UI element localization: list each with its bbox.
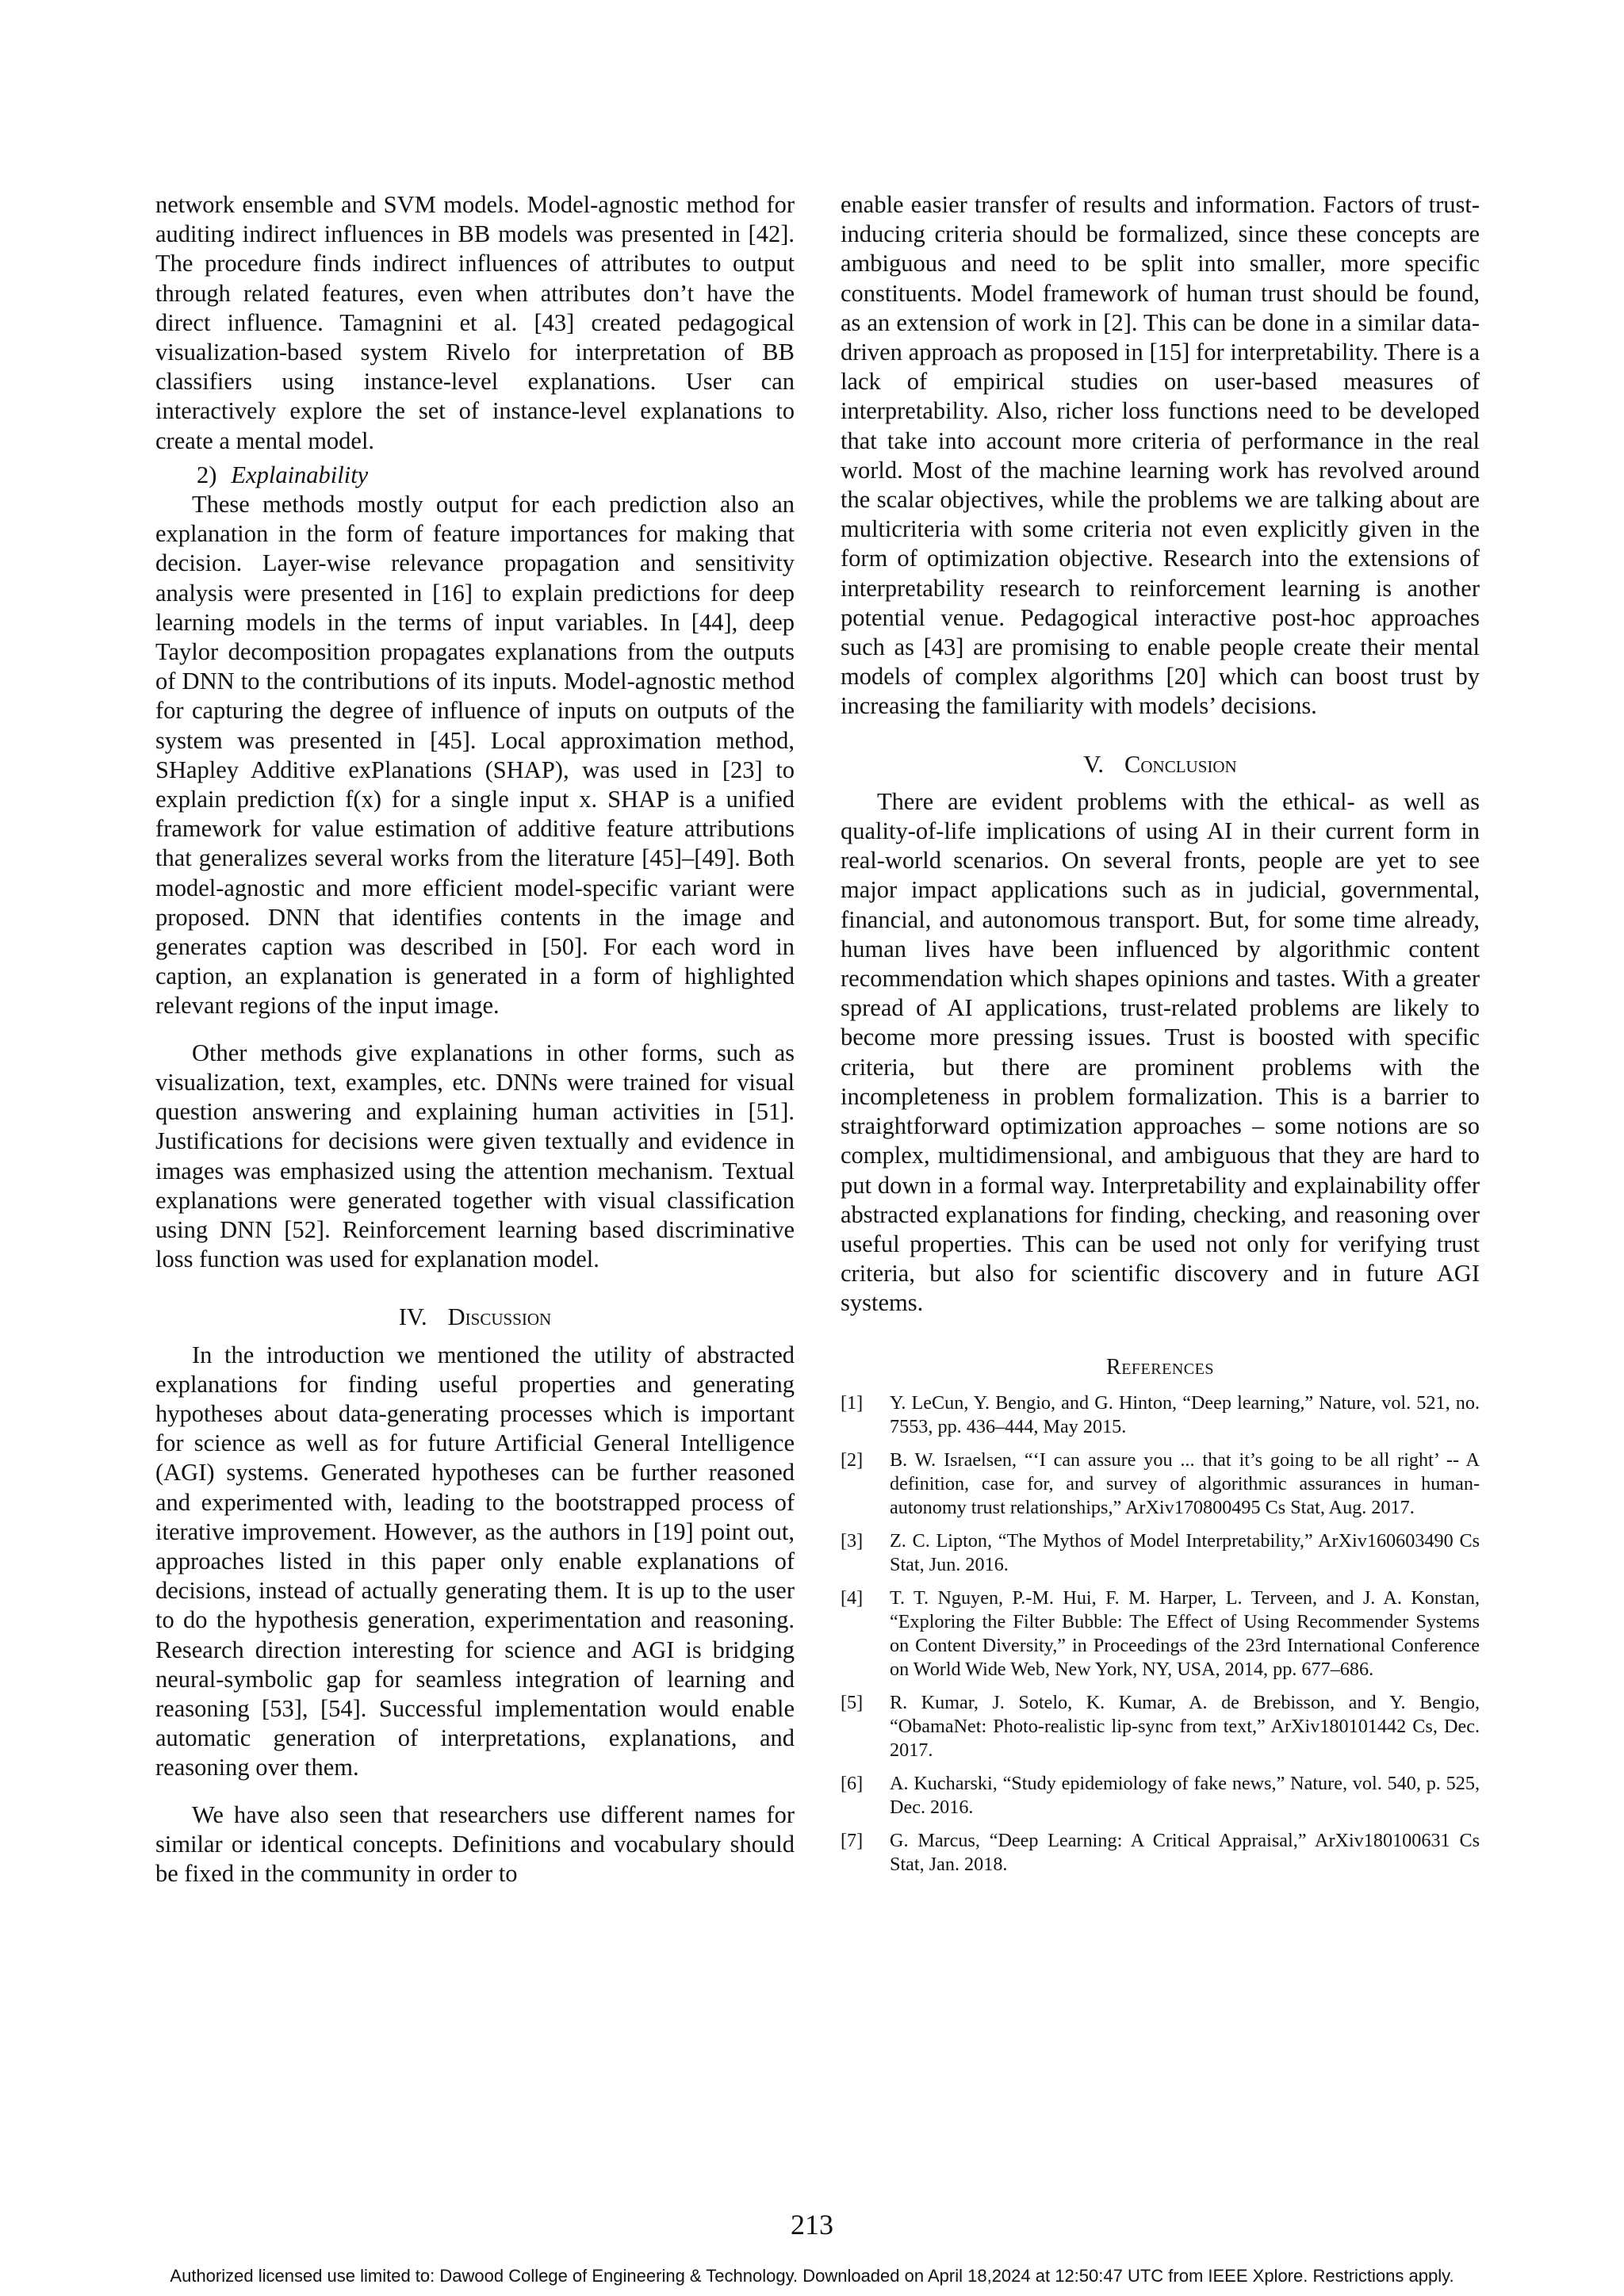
left-column [155, 190, 795, 1888]
subsection-number: 2) [197, 461, 217, 488]
reference-text: T. T. Nguyen, P.-M. Hui, F. M. Harper, L. Terveen, and J. A. Konstan, “Exploring the Filter Bubble: The Effect of Using Recommender Systems on Content Diversity,” in Proceedings of the 23rd International Conference on World Wide Web, New York, NY, USA, 2014, pp. 677–686. [890, 1586, 1480, 1680]
paragraph-conclusion: There are evident problems with the ethical- as well as quality-of-life implications of using AI in their current form in real-world scenarios. On several fronts, people are yet to see major impact applications such as in judicial, governmental, financial, and autonomous transport. But, for some time already, human lives have been influenced by algorithmic content recommendation which shapes opinions and tastes. With a greater spread of AI applications, trust-related problems are likely to become more pressing issues. Trust is boosted with specific criteria, but there are prominent problems with the incompleteness in problem formalization. This is a barrier to straightforward optimization approaches – some notions are so complex, multidimensional, and ambiguous that they are hard to put down in a formal way. Interpretability and explainability offer abstracted explanations for finding, checking, and reasoning over useful properties. This can be used not only for verifying trust criteria, but also for scientific discovery and in future AGI systems. [841, 787, 1480, 1317]
reference-number: [1] [841, 1391, 864, 1414]
paragraph-discussion-2: We have also seen that researchers use different names for similar or identical concepts. Definitions and vocabulary should be fixed in the community in order to [155, 1800, 795, 1887]
reference-number: [5] [841, 1691, 864, 1713]
reference-number: [6] [841, 1772, 864, 1794]
section-heading-conclusion [841, 750, 1480, 779]
reference-number: [7] [841, 1829, 864, 1851]
references-title: References [1106, 1354, 1214, 1380]
paragraph-auditing: network ensemble and SVM models. Model-agnostic method for auditing indirect influences in BB models was presented in [42]. The procedure finds indirect influences of attributes to output through related features, even when attributes don’t have the direct influence. Tamagnini et al. [43] created pedagogical visualization-based system Rivelo for interpretation of BB classifiers using instance-level explanations. User can interactively explore the set of instance-level explanations to create a mental model. [155, 191, 795, 454]
reference-text: Y. LeCun, Y. Bengio, and G. Hinton, “Deep learning,” Nature, vol. 521, no. 7553, pp. 436–444, May 2015. [890, 1391, 1480, 1437]
license-footer: Authorized licensed use limited to: Dawood College of Engineering & Technology. Downloaded on April 18,2024 at 12:50:47 UTC from IEEE Xplore. Restrictions apply. [170, 2266, 1454, 2286]
reference-item [841, 1448, 1480, 1520]
reference-item [841, 1829, 1480, 1877]
reference-item [841, 1529, 1480, 1577]
reference-list [841, 1391, 1480, 1877]
section-numeral: IV. [398, 1303, 427, 1331]
references-heading [841, 1352, 1480, 1382]
section-title: Conclusion [1124, 750, 1237, 778]
reference-text: Z. C. Lipton, “The Mythos of Model Interpretability,” ArXiv160603490 Cs Stat, Jun. 2016. [890, 1529, 1480, 1575]
page-number: 213 [791, 2209, 833, 2241]
subsection-heading-explainability [155, 461, 795, 490]
reference-item [841, 1586, 1480, 1682]
paragraph-explainability-1: These methods mostly output for each prediction also an explanation in the form of feature importances for making that decision. Layer-wise relevance propagation and sensitivity analysis were presented in [16] to explain predictions for deep learning models in the terms of input variables. In [44], deep Taylor decomposition propagates explanations from the outputs of DNN to the contributions of its inputs. Model-agnostic method for capturing the degree of influence of inputs on outputs of the system was presented in [45]. Local approximation method, SHapley Additive exPlanations (SHAP), was used in [23] to explain prediction f(x) for a single input x. SHAP is a unified framework for value estimation of additive feature attributions that generalizes several works from the literature [45]–[49]. Both model-agnostic and more efficient model-specific variant were proposed. DNN that identifies contents in the image and generates caption was described in [50]. For each word in caption, an explanation is generated in a form of highlighted relevant regions of the input image. [155, 491, 795, 1020]
reference-text: B. W. Israelsen, “‘I can assure you ... that it’s going to be all right’ -- A definition, case for, and survey of algorithmic assurances in human-autonomy trust relationships,” ArXiv170800495 Cs Stat, Aug. 2017. [890, 1448, 1480, 1518]
reference-number: [4] [841, 1586, 864, 1609]
reference-text: G. Marcus, “Deep Learning: A Critical Appraisal,” ArXiv180100631 Cs Stat, Jan. 2018. [890, 1829, 1480, 1875]
paragraph-discussion-1: In the introduction we mentioned the utility of abstracted explanations for finding useful properties and generating hypotheses about data-generating processes which is important for science as well as for future Artificial General Intelligence (AGI) systems. Generated hypotheses can be further reasoned and experimented with, leading to the bootstrapped process of iterative improvement. However, as the authors in [19] point out, approaches listed in this paper only enable explanations of decisions, instead of actually generating them. It is up to the user to do the hypothesis generation, experimentation and reasoning. Research direction interesting for science and AGI is bridging neural-symbolic gap for seamless integration of learning and reasoning [53], [54]. Successful implementation would enable automatic generation of interpretations, explanations, and reasoning over them. [155, 1341, 795, 1781]
section-heading-discussion [155, 1303, 795, 1332]
section-numeral: V. [1083, 750, 1105, 778]
reference-text: A. Kucharski, “Study epidemiology of fake news,” Nature, vol. 540, p. 525, Dec. 2016. [890, 1772, 1480, 1818]
reference-text: R. Kumar, J. Sotelo, K. Kumar, A. de Brebisson, and Y. Bengio, “ObamaNet: Photo-realistic lip-sync from text,” ArXiv180101442 Cs, Dec. 2017. [890, 1691, 1480, 1761]
paragraph-explainability-2: Other methods give explanations in other forms, such as visualization, text, examples, etc. DNNs were trained for visual question answering and explaining human activities in [51]. Justifications for decisions were given textually and evidence in images was emphasized using the attention mechanism. Textual explanations were generated together with visual classification using DNN [52]. Reinforcement learning based discriminative loss function was used for explanation model. [155, 1039, 795, 1273]
reference-number: [2] [841, 1448, 864, 1471]
reference-number: [3] [841, 1529, 864, 1552]
paragraph-discussion-continued: enable easier transfer of results and information. Factors of trust-inducing criteria should be formalized, since these concepts are ambiguous and need to be split into smaller, more specific constituents. Model framework of human trust should be found, as an extension of work in [2]. This can be done in a similar data-driven approach as proposed in [15] for interpretability. There is a lack of empirical studies on user-based measures of interpretability. Also, richer loss functions need to be developed that take into account more criteria of performance in the real world. Most of the machine learning work has revolved around the scalar objectives, while the problems we are talking about are multicriteria with some criteria not even explicitly given in the form of optimization objective. Research into the extensions of interpretability research to reinforcement learning is another potential venue. Pedagogical interactive post-hoc approaches such as [43] are promising to enable people create their mental models of complex algorithms [20] which can boost trust by increasing the familiarity with models’ decisions. [841, 191, 1480, 720]
right-column [841, 190, 1480, 1886]
reference-item [841, 1391, 1480, 1439]
section-title: Discussion [447, 1303, 552, 1331]
reference-item [841, 1772, 1480, 1820]
subsection-title: Explainability [231, 461, 369, 488]
reference-item [841, 1691, 1480, 1762]
